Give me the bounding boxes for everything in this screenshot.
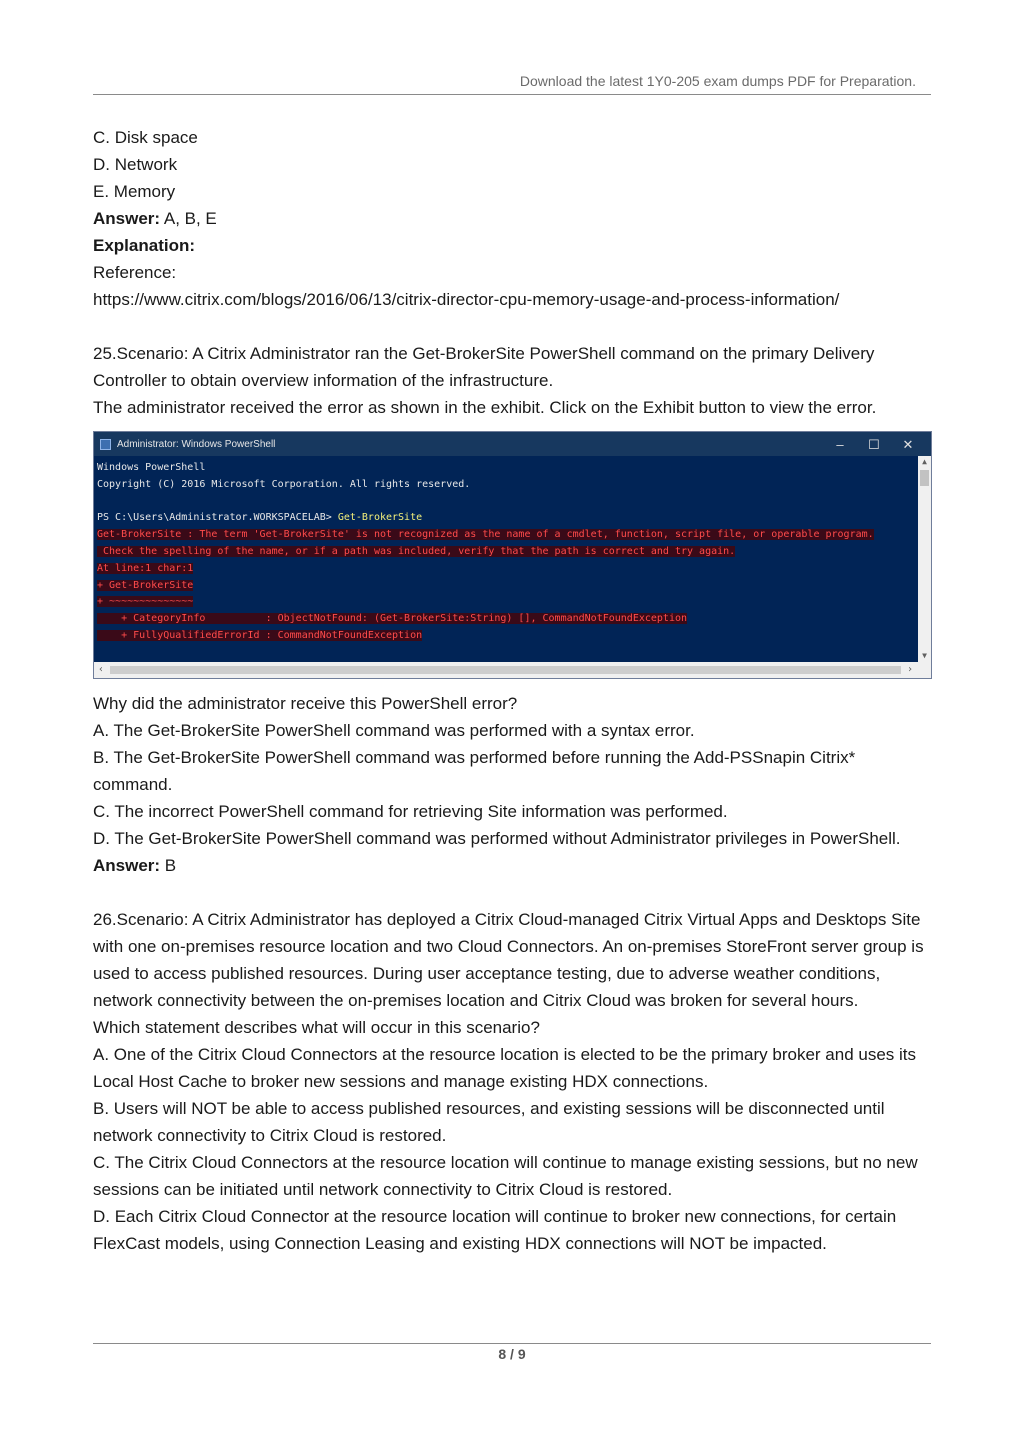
question-25-option-c: C. The incorrect PowerShell command for retrieving Site information was performed. — [93, 802, 728, 821]
console-error-line: + FullyQualifiedErrorId : CommandNotFoundException — [97, 629, 423, 641]
question-26-option-c: C. The Citrix Cloud Connectors at the resource location will continue to manage existing sessions, but no new sessions can be initiated until network connectivity to Citrix Cloud is restored. — [93, 1153, 918, 1199]
scroll-down-icon[interactable]: ▼ — [922, 651, 927, 660]
powershell-title: Administrator: Windows PowerShell — [117, 438, 276, 450]
vertical-scrollbar[interactable] — [918, 456, 931, 662]
console-error-line: + ~~~~~~~~~~~~~~ — [97, 596, 194, 608]
powershell-console — [94, 456, 918, 662]
console-error-line: Get-BrokerSite : The term 'Get-BrokerSite' is not recognized as the name of a cmdlet, function, script file, or operable program. — [97, 529, 874, 541]
console-line: Windows PowerShell — [97, 462, 206, 473]
console-error-line: + CategoryInfo : ObjectNotFound: (Get-BrokerSite:String) [], CommandNotFoundException — [97, 613, 688, 625]
reference-url: https://www.citrix.com/blogs/2016/06/13/citrix-director-cpu-memory-usage-and-process-information/ — [93, 290, 840, 309]
question-25-prompt: Why did the administrator receive this PowerShell error? — [93, 694, 518, 713]
console-error-line: At line:1 char:1 — [97, 562, 194, 574]
explanation-line — [93, 232, 933, 259]
scroll-up-icon[interactable]: ▲ — [922, 457, 927, 466]
console-prompt-line — [97, 510, 918, 527]
horizontal-scrollbar[interactable] — [94, 662, 931, 678]
question-25-answer — [93, 852, 933, 879]
question-26-prompt: Which statement describes what will occur in this scenario? — [93, 1018, 540, 1037]
page-header: Download the latest 1Y0-205 exam dumps PDF for Preparation. — [519, 73, 916, 89]
powershell-titlebar — [94, 432, 931, 456]
console-error-line: + Get-BrokerSite — [97, 579, 194, 591]
explanation-label: Explanation: — [93, 236, 196, 255]
horizontal-scroll-thumb[interactable] — [110, 666, 901, 674]
question-25-scenario: 25.Scenario: A Citrix Administrator ran the Get-BrokerSite PowerShell command on the primary Delivery Controller to obtain overview information of the infrastructure. — [93, 344, 875, 390]
close-icon[interactable]: ✕ — [902, 436, 914, 452]
question-25-note: The administrator received the error as shown in the exhibit. Click on the Exhibit button to view the error. — [93, 398, 877, 417]
maximize-icon[interactable]: ☐ — [868, 436, 880, 452]
question-25-option-b: B. The Get-BrokerSite PowerShell command was performed before running the Add-PSSnapin Citrix* command. — [93, 748, 856, 794]
reference-label: Reference: — [93, 263, 177, 282]
console-line: Copyright (C) 2016 Microsoft Corporation. All rights reserved. — [97, 478, 471, 490]
vertical-scroll-thumb[interactable] — [920, 470, 929, 486]
question-25-option-a: A. The Get-BrokerSite PowerShell command was performed with a syntax error. — [93, 721, 695, 740]
powershell-exhibit — [93, 431, 932, 679]
question-26-option-a: A. One of the Citrix Cloud Connectors at the resource location is elected to be the primary broker and uses its Local Host Cache to broker new sessions and manage existing HDX connections. — [93, 1045, 917, 1091]
console-prompt: PS C:\Users\Administrator.WORKSPACELAB> — [97, 512, 338, 524]
answer-label: Answer: — [93, 209, 161, 228]
scroll-left-icon[interactable]: ‹ — [97, 664, 105, 675]
option-e: E. Memory — [93, 182, 176, 201]
header-divider — [93, 94, 931, 95]
console-error-line: Check the spelling of the name, or if a path was included, verify that the path is correct and try again. — [97, 545, 736, 557]
question-25-option-d: D. The Get-BrokerSite PowerShell command was performed without Administrator privileges in PowerShell. — [93, 829, 901, 848]
question-26-option-d: D. Each Citrix Cloud Connector at the resource location will continue to broker new connections, for certain FlexCast models, using Connection Leasing and existing HDX connections will NOT be impacted. — [93, 1207, 897, 1253]
scroll-right-icon[interactable]: › — [906, 664, 914, 675]
answer-value: A, B, E — [160, 209, 217, 228]
window-controls — [823, 432, 925, 456]
answer-value: B — [160, 856, 177, 875]
answer-label: Answer: — [93, 856, 161, 875]
document-body — [93, 124, 933, 1257]
minimize-icon[interactable]: – — [836, 436, 844, 452]
console-command: Get-BrokerSite — [337, 512, 423, 524]
option-c: C. Disk space — [93, 128, 198, 147]
footer-divider — [93, 1343, 931, 1344]
question-26-option-b: B. Users will NOT be able to access published resources, and existing sessions will be disconnected until network connectivity to Citrix Cloud is restored. — [93, 1099, 885, 1145]
powershell-icon — [100, 439, 111, 450]
option-d: D. Network — [93, 155, 178, 174]
question-26-scenario: 26.Scenario: A Citrix Administrator has deployed a Citrix Cloud-managed Citrix Virtual Apps and Desktops Site with one on-premises resource location and two Cloud Connectors. An on-premises StoreFront server group is used to access published resources. During user acceptance testing, due to adverse weather conditions, network connectivity between the on-premises location and Citrix Cloud was broken for several hours. — [93, 910, 924, 1010]
page-number: 8 / 9 — [498, 1346, 526, 1362]
answer-line — [93, 205, 933, 232]
